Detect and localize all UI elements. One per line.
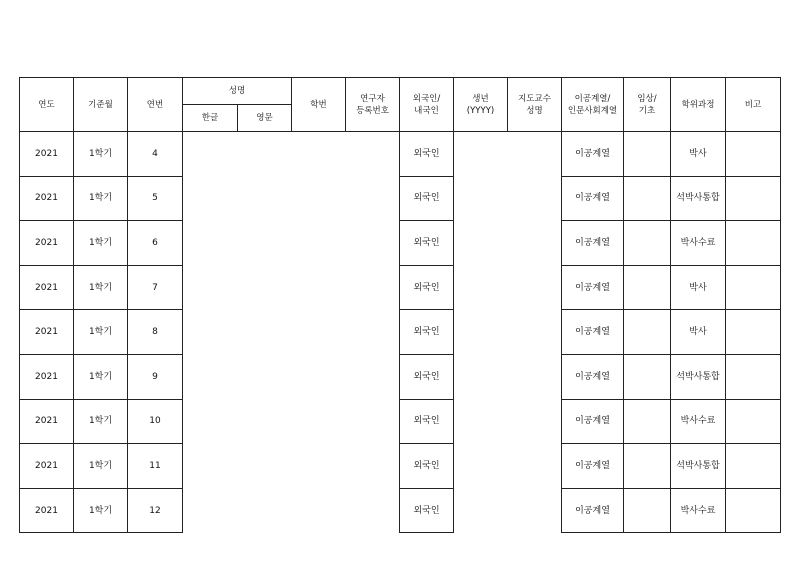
cell-foreign: 외국인 [400, 221, 454, 266]
cell-student-id [292, 444, 346, 489]
cell-name-korean [183, 221, 238, 266]
cell-name-english [238, 399, 292, 444]
cell-degree: 석박사통합 [671, 354, 726, 399]
cell-advisor [508, 132, 562, 177]
cell-degree: 석박사통합 [671, 176, 726, 221]
cell-researcher-id [346, 399, 400, 444]
cell-birth-year [454, 132, 508, 177]
cell-field: 이공계열 [562, 399, 624, 444]
cell-year: 2021 [20, 488, 74, 533]
table-row [20, 444, 781, 489]
cell-year: 2021 [20, 132, 74, 177]
cell-foreign: 외국인 [400, 399, 454, 444]
cell-researcher-id [346, 132, 400, 177]
cell-clinical [624, 399, 671, 444]
cell-student-id [292, 221, 346, 266]
cell-researcher-id [346, 354, 400, 399]
cell-base-month: 1학기 [74, 310, 128, 355]
cell-name-english [238, 488, 292, 533]
cell-birth-year [454, 399, 508, 444]
cell-researcher-id [346, 444, 400, 489]
cell-name-english [238, 354, 292, 399]
cell-birth-year [454, 444, 508, 489]
header-advisor: 지도교수 성명 [508, 78, 562, 132]
cell-year: 2021 [20, 444, 74, 489]
cell-base-month: 1학기 [74, 399, 128, 444]
cell-year: 2021 [20, 265, 74, 310]
cell-birth-year [454, 488, 508, 533]
cell-name-english [238, 132, 292, 177]
cell-degree: 박사 [671, 132, 726, 177]
table-row [20, 399, 781, 444]
cell-researcher-id [346, 488, 400, 533]
cell-name-korean [183, 265, 238, 310]
cell-base-month: 1학기 [74, 176, 128, 221]
cell-base-month: 1학기 [74, 132, 128, 177]
cell-clinical [624, 310, 671, 355]
cell-note [726, 265, 781, 310]
table-row [20, 310, 781, 355]
cell-student-id [292, 488, 346, 533]
cell-note [726, 310, 781, 355]
cell-year: 2021 [20, 310, 74, 355]
cell-researcher-id [346, 176, 400, 221]
header-clinical: 임상/ 기초 [624, 78, 671, 132]
cell-student-id [292, 399, 346, 444]
header-field: 이공계열/ 인문사회계열 [562, 78, 624, 132]
cell-student-id [292, 265, 346, 310]
cell-serial: 6 [128, 221, 183, 266]
header-year: 연도 [20, 78, 74, 132]
cell-birth-year [454, 354, 508, 399]
cell-degree: 박사 [671, 265, 726, 310]
cell-base-month: 1학기 [74, 444, 128, 489]
cell-serial: 7 [128, 265, 183, 310]
cell-year: 2021 [20, 354, 74, 399]
cell-student-id [292, 132, 346, 177]
cell-advisor [508, 444, 562, 489]
cell-degree: 박사수료 [671, 488, 726, 533]
cell-student-id [292, 176, 346, 221]
cell-advisor [508, 354, 562, 399]
cell-note [726, 221, 781, 266]
cell-clinical [624, 354, 671, 399]
cell-birth-year [454, 176, 508, 221]
cell-note [726, 176, 781, 221]
cell-serial: 5 [128, 176, 183, 221]
cell-note [726, 132, 781, 177]
header-researcher-id: 연구자 등록번호 [346, 78, 400, 132]
cell-field: 이공계열 [562, 310, 624, 355]
cell-base-month: 1학기 [74, 265, 128, 310]
header-foreign: 외국인/ 내국인 [400, 78, 454, 132]
cell-field: 이공계열 [562, 132, 624, 177]
cell-foreign: 외국인 [400, 444, 454, 489]
cell-birth-year [454, 265, 508, 310]
cell-clinical [624, 132, 671, 177]
cell-clinical [624, 444, 671, 489]
cell-degree: 박사 [671, 310, 726, 355]
table-body [20, 132, 781, 533]
cell-advisor [508, 221, 562, 266]
cell-name-english [238, 176, 292, 221]
cell-base-month: 1학기 [74, 221, 128, 266]
table-row [20, 354, 781, 399]
cell-researcher-id [346, 265, 400, 310]
cell-advisor [508, 176, 562, 221]
cell-degree: 박사수료 [671, 399, 726, 444]
table-row [20, 265, 781, 310]
cell-note [726, 488, 781, 533]
cell-name-english [238, 310, 292, 355]
cell-field: 이공계열 [562, 354, 624, 399]
header-name: 성명 [183, 78, 292, 105]
header-row-top [20, 78, 781, 105]
cell-serial: 12 [128, 488, 183, 533]
cell-birth-year [454, 310, 508, 355]
cell-clinical [624, 176, 671, 221]
cell-clinical [624, 488, 671, 533]
cell-note [726, 444, 781, 489]
cell-base-month: 1학기 [74, 488, 128, 533]
cell-name-korean [183, 399, 238, 444]
cell-researcher-id [346, 221, 400, 266]
cell-name-english [238, 265, 292, 310]
cell-name-korean [183, 488, 238, 533]
cell-serial: 10 [128, 399, 183, 444]
cell-advisor [508, 310, 562, 355]
table-row [20, 132, 781, 177]
cell-advisor [508, 399, 562, 444]
cell-degree: 박사수료 [671, 221, 726, 266]
header-name-english: 영문 [238, 105, 292, 132]
table-row [20, 176, 781, 221]
cell-foreign: 외국인 [400, 176, 454, 221]
header-note: 비고 [726, 78, 781, 132]
header-degree: 학위과정 [671, 78, 726, 132]
cell-name-korean [183, 444, 238, 489]
cell-advisor [508, 265, 562, 310]
cell-serial: 4 [128, 132, 183, 177]
cell-student-id [292, 354, 346, 399]
cell-birth-year [454, 221, 508, 266]
cell-field: 이공계열 [562, 488, 624, 533]
table-row [20, 488, 781, 533]
cell-field: 이공계열 [562, 221, 624, 266]
cell-year: 2021 [20, 221, 74, 266]
cell-year: 2021 [20, 399, 74, 444]
cell-foreign: 외국인 [400, 265, 454, 310]
cell-field: 이공계열 [562, 265, 624, 310]
cell-name-korean [183, 132, 238, 177]
header-base-month: 기준월 [74, 78, 128, 132]
cell-serial: 11 [128, 444, 183, 489]
cell-field: 이공계열 [562, 444, 624, 489]
cell-clinical [624, 265, 671, 310]
cell-researcher-id [346, 310, 400, 355]
cell-name-korean [183, 354, 238, 399]
cell-year: 2021 [20, 176, 74, 221]
header-serial: 연번 [128, 78, 183, 132]
cell-serial: 8 [128, 310, 183, 355]
student-roster-table [19, 77, 781, 533]
cell-name-korean [183, 310, 238, 355]
cell-base-month: 1학기 [74, 354, 128, 399]
header-name-korean: 한글 [183, 105, 238, 132]
cell-name-english [238, 221, 292, 266]
cell-clinical [624, 221, 671, 266]
cell-name-korean [183, 176, 238, 221]
cell-serial: 9 [128, 354, 183, 399]
table-row [20, 221, 781, 266]
cell-foreign: 외국인 [400, 132, 454, 177]
cell-foreign: 외국인 [400, 310, 454, 355]
cell-note [726, 354, 781, 399]
cell-note [726, 399, 781, 444]
cell-advisor [508, 488, 562, 533]
cell-field: 이공계열 [562, 176, 624, 221]
cell-name-english [238, 444, 292, 489]
cell-foreign: 외국인 [400, 354, 454, 399]
header-birth-year: 생년 (YYYY) [454, 78, 508, 132]
cell-degree: 석박사통합 [671, 444, 726, 489]
cell-student-id [292, 310, 346, 355]
cell-foreign: 외국인 [400, 488, 454, 533]
header-student-id: 학번 [292, 78, 346, 132]
